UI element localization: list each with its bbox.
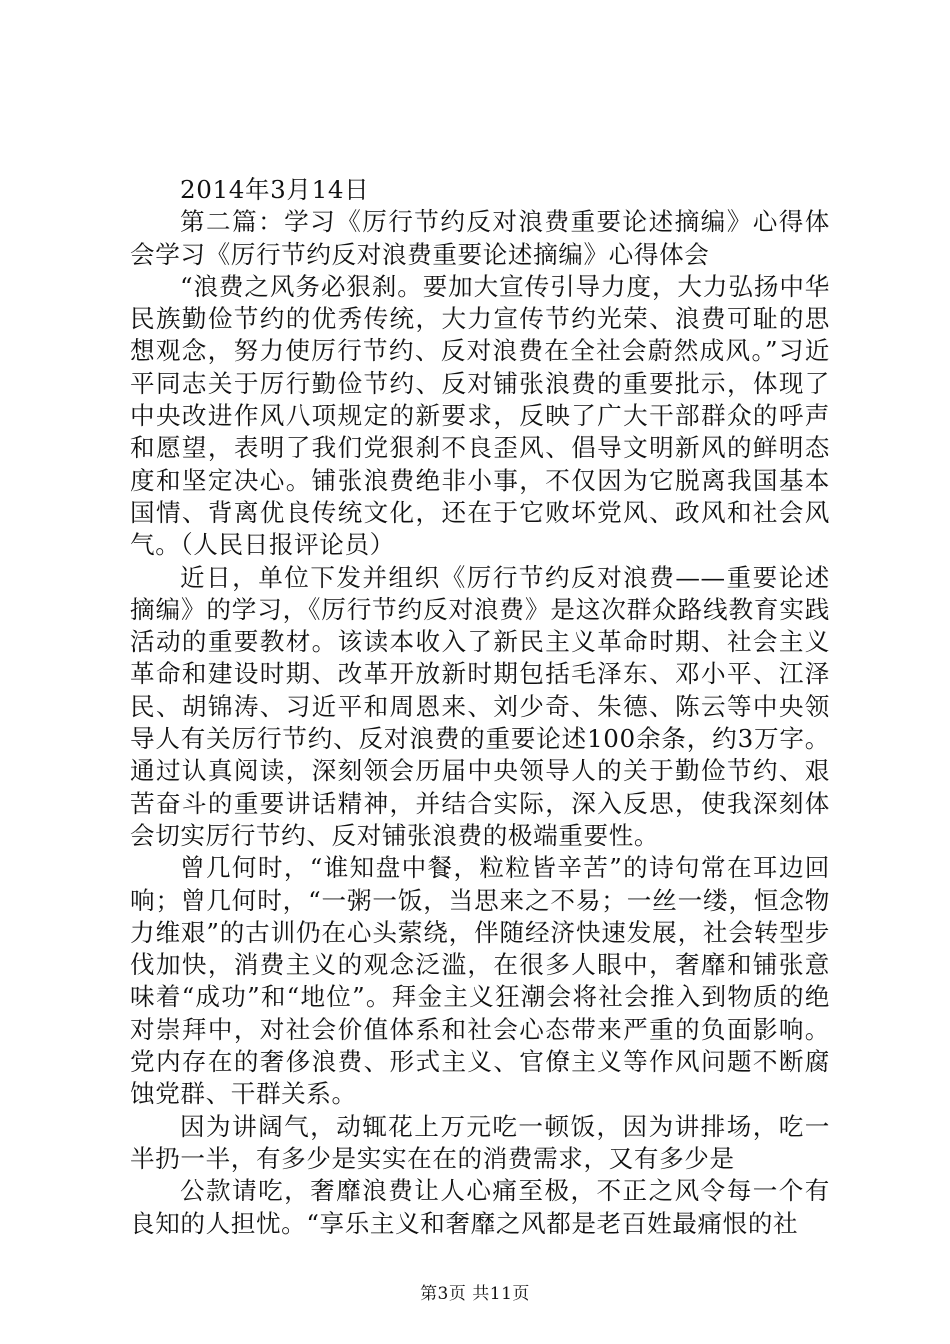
body-paragraph-5: 公款请吃，奢靡浪费让人心痛至极，不正之风令每一个有良知的人担忧。“享乐主义和奢靡之风都是老百姓最痛恨的社 xyxy=(130,1176,830,1238)
body-paragraph-1: “浪费之风务必狠刹。要加大宣传引导力度，大力弘扬中华民族勤俭节约的优秀传统，大力宣传节约光荣、浪费可耻的思想观念，努力使厉行节约、反对浪费在全社会蔚然成风。”习近平同志关于厉行勤俭节约、反对铺张浪费的重要批示，体现了中央改进作风八项规定的新要求，反映了广大干部群众的呼声和愿望，表明了我们党狠刹不良歪风、倡导文明新风的鲜明态度和坚定决心。铺张浪费绝非小事，不仅因为它脱离我国基本国情、背离优良传统文化，还在于它败坏党风、政风和社会风气。（人民日报评论员） xyxy=(130,271,830,560)
section-heading: 第二篇：学习《厉行节约反对浪费重要论述摘编》心得体会学习《厉行节约反对浪费重要论述摘编》心得体会 xyxy=(130,207,830,269)
body-paragraph-4: 因为讲阔气，动辄花上万元吃一顿饭，因为讲排场，吃一半扔一半，有多少是实实在在的消费需求，又有多少是 xyxy=(130,1111,830,1173)
document-date: 2014年3月14日 xyxy=(180,175,370,204)
body-paragraph-2: 近日，单位下发并组织《厉行节约反对浪费——重要论述摘编》的学习，《厉行节约反对浪费》是这次群众路线教育实践活动的重要教材。该读本收入了新民主义革命时期、社会主义革命和建设时期、改革开放新时期包括毛泽东、邓小平、江泽民、胡锦涛、习近平和周恩来、刘少奇、朱德、陈云等中央领导人有关厉行节约、反对浪费的重要论述100余条，约3万字。通过认真阅读，深刻领会历届中央领导人的关于勤俭节约、艰苦奋斗的重要讲话精神，并结合实际，深入反思，使我深刻体会切实厉行节约、反对铺张浪费的极端重要性。 xyxy=(130,562,830,850)
body-paragraph-3: 曾几何时，“谁知盘中餐，粒粒皆辛苦”的诗句常在耳边回响；曾几何时，“一粥一饭，当思来之不易；一丝一缕，恒念物力维艰”的古训仍在心头萦绕，伴随经济快速发展，社会转型步伐加快，消费主义的观念泛滥，在很多人眼中，奢靡和铺张意味着“成功”和“地位”。拜金主义狂潮会将社会推入到物质的绝对崇拜中，对社会价值体系和社会心态带来严重的负面影响。党内存在的奢侈浪费、形式主义、官僚主义等作风问题不断腐蚀党群、干群关系。 xyxy=(130,853,830,1109)
page-number-footer: 第3页 共11页 xyxy=(420,1284,530,1304)
document-body xyxy=(130,174,830,1240)
